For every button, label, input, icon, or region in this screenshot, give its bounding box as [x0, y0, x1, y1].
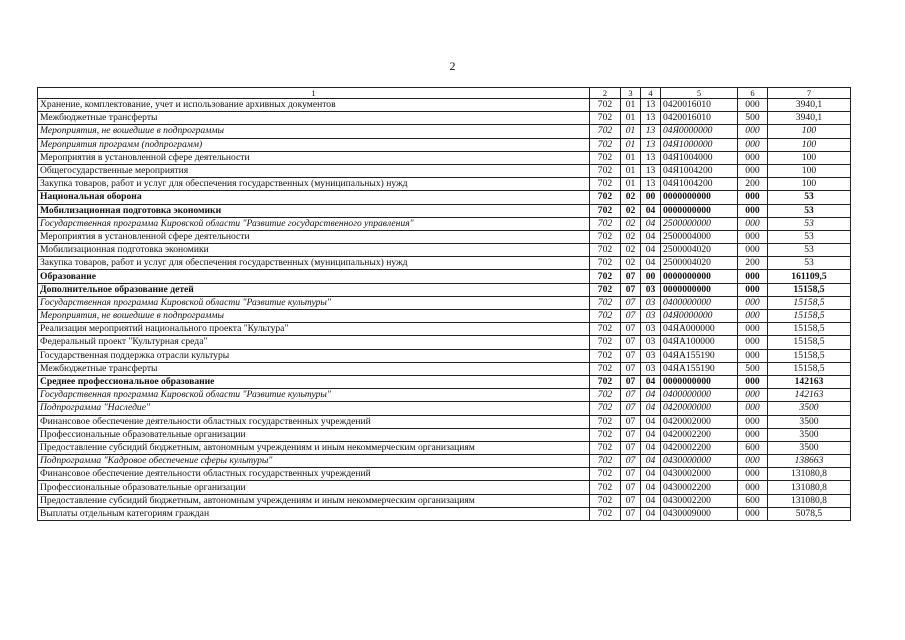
subsection-cell: 00 — [641, 270, 661, 283]
subsection-cell: 04 — [641, 402, 661, 415]
table-row — [38, 441, 851, 454]
section-cell: 01 — [621, 112, 641, 125]
section-cell: 07 — [621, 481, 641, 494]
row-name-cell: Государственная программа Кировской области "Развитие культуры" — [38, 389, 590, 402]
row-name-cell: Межбюджетные трансферты — [38, 112, 590, 125]
subsection-cell: 13 — [641, 164, 661, 177]
row-name-cell: Профессиональные образовательные организации — [38, 481, 590, 494]
ministry-code-cell: 702 — [590, 296, 621, 309]
subsection-cell: 04 — [641, 507, 661, 520]
table-row — [38, 204, 851, 217]
amount-cell: 53 — [768, 257, 851, 270]
section-cell: 07 — [621, 389, 641, 402]
amount-cell: 15158,5 — [768, 323, 851, 336]
table-row — [38, 349, 851, 362]
ministry-code-cell: 702 — [590, 204, 621, 217]
row-name-cell: Профессиональные образовательные организации — [38, 428, 590, 441]
section-cell: 07 — [621, 441, 641, 454]
section-cell: 01 — [621, 138, 641, 151]
amount-cell: 15158,5 — [768, 283, 851, 296]
amount-cell: 100 — [768, 125, 851, 138]
section-cell: 07 — [621, 428, 641, 441]
expense-type-cell: 500 — [738, 362, 768, 375]
subsection-cell: 04 — [641, 257, 661, 270]
row-name-cell: Государственная программа Кировской области "Развитие государственного управления" — [38, 217, 590, 230]
row-name-cell: Предоставление субсидий бюджетным, автономным учреждениям и иным некоммерческим организациям — [38, 441, 590, 454]
table-row — [38, 336, 851, 349]
ministry-code-cell: 702 — [590, 230, 621, 243]
amount-cell: 53 — [768, 230, 851, 243]
expense-type-cell: 000 — [738, 389, 768, 402]
row-name-cell: Образование — [38, 270, 590, 283]
target-article-cell: 0400000000 — [661, 296, 738, 309]
amount-cell: 3500 — [768, 415, 851, 428]
expense-type-cell: 000 — [738, 415, 768, 428]
ministry-code-cell: 702 — [590, 507, 621, 520]
row-name-cell: Мобилизационная подготовка экономики — [38, 244, 590, 257]
target-article-cell: 2500004020 — [661, 257, 738, 270]
row-name-cell: Мобилизационная подготовка экономики — [38, 204, 590, 217]
subsection-cell: 04 — [641, 375, 661, 388]
table-row — [38, 494, 851, 507]
expense-type-cell: 000 — [738, 323, 768, 336]
table-row — [38, 151, 851, 164]
amount-cell: 53 — [768, 244, 851, 257]
row-name-cell: Реализация мероприятий национального проекта "Культура" — [38, 323, 590, 336]
subsection-cell: 03 — [641, 283, 661, 296]
target-article-cell: 0430000000 — [661, 455, 738, 468]
expense-type-cell: 000 — [738, 507, 768, 520]
ministry-code-cell: 702 — [590, 138, 621, 151]
amount-cell: 3940,1 — [768, 99, 851, 112]
expense-type-cell: 000 — [738, 336, 768, 349]
table-row — [38, 375, 851, 388]
ministry-code-cell: 702 — [590, 481, 621, 494]
expense-type-cell: 200 — [738, 257, 768, 270]
subsection-cell: 13 — [641, 138, 661, 151]
ministry-code-cell: 702 — [590, 112, 621, 125]
expense-type-cell: 000 — [738, 138, 768, 151]
section-cell: 07 — [621, 507, 641, 520]
expense-type-cell: 200 — [738, 178, 768, 191]
table-row — [38, 415, 851, 428]
row-name-cell: Подпрограмма "Наследие" — [38, 402, 590, 415]
table-row — [38, 402, 851, 415]
table-row — [38, 455, 851, 468]
amount-cell: 15158,5 — [768, 310, 851, 323]
ministry-code-cell: 702 — [590, 270, 621, 283]
amount-cell: 3500 — [768, 441, 851, 454]
subsection-cell: 04 — [641, 468, 661, 481]
ministry-code-cell: 702 — [590, 323, 621, 336]
column-header: 7 — [768, 88, 851, 99]
subsection-cell: 04 — [641, 217, 661, 230]
ministry-code-cell: 702 — [590, 415, 621, 428]
section-cell: 07 — [621, 362, 641, 375]
subsection-cell: 04 — [641, 494, 661, 507]
row-name-cell: Предоставление субсидий бюджетным, автономным учреждениям и иным некоммерческим организациям — [38, 494, 590, 507]
target-article-cell: 0420002200 — [661, 441, 738, 454]
expense-type-cell: 600 — [738, 441, 768, 454]
target-article-cell: 0400000000 — [661, 389, 738, 402]
expense-type-cell: 500 — [738, 112, 768, 125]
ministry-code-cell: 702 — [590, 125, 621, 138]
row-name-cell: Мероприятия программ (подпрограмм) — [38, 138, 590, 151]
expense-type-cell: 000 — [738, 296, 768, 309]
amount-cell: 100 — [768, 138, 851, 151]
ministry-code-cell: 702 — [590, 402, 621, 415]
target-article-cell: 04Я0000000 — [661, 125, 738, 138]
amount-cell: 100 — [768, 151, 851, 164]
target-article-cell: 0000000000 — [661, 283, 738, 296]
ministry-code-cell: 702 — [590, 455, 621, 468]
target-article-cell: 0420016010 — [661, 112, 738, 125]
row-name-cell: Подпрограмма "Кадровое обеспечение сферы культуры" — [38, 455, 590, 468]
target-article-cell: 2500000000 — [661, 217, 738, 230]
section-cell: 01 — [621, 125, 641, 138]
amount-cell: 15158,5 — [768, 362, 851, 375]
subsection-cell: 03 — [641, 323, 661, 336]
expense-type-cell: 000 — [738, 164, 768, 177]
table-row — [38, 125, 851, 138]
section-cell: 02 — [621, 257, 641, 270]
ministry-code-cell: 702 — [590, 310, 621, 323]
table-row — [38, 323, 851, 336]
table-row — [38, 164, 851, 177]
ministry-code-cell: 702 — [590, 164, 621, 177]
section-cell: 01 — [621, 99, 641, 112]
column-header: 3 — [621, 88, 641, 99]
amount-cell: 131080,8 — [768, 481, 851, 494]
table-row — [38, 99, 851, 112]
amount-cell: 53 — [768, 191, 851, 204]
ministry-code-cell: 702 — [590, 441, 621, 454]
ministry-code-cell: 702 — [590, 362, 621, 375]
table-row — [38, 191, 851, 204]
section-cell: 02 — [621, 191, 641, 204]
table-row — [38, 112, 851, 125]
section-cell: 01 — [621, 151, 641, 164]
subsection-cell: 04 — [641, 441, 661, 454]
section-cell: 07 — [621, 494, 641, 507]
table-row — [38, 283, 851, 296]
target-article-cell: 04ЯА000000 — [661, 323, 738, 336]
column-header: 5 — [661, 88, 738, 99]
target-article-cell: 0430002200 — [661, 481, 738, 494]
ministry-code-cell: 702 — [590, 349, 621, 362]
amount-cell: 161109,5 — [768, 270, 851, 283]
expense-type-cell: 000 — [738, 230, 768, 243]
expense-type-cell: 000 — [738, 151, 768, 164]
section-cell: 02 — [621, 230, 641, 243]
ministry-code-cell: 702 — [590, 375, 621, 388]
table-row — [38, 428, 851, 441]
ministry-code-cell: 702 — [590, 468, 621, 481]
expense-type-cell: 000 — [738, 375, 768, 388]
target-article-cell: 04Я1004200 — [661, 178, 738, 191]
table-row — [38, 468, 851, 481]
expense-type-cell: 000 — [738, 217, 768, 230]
table-row — [38, 296, 851, 309]
ministry-code-cell: 702 — [590, 336, 621, 349]
section-cell: 02 — [621, 217, 641, 230]
expense-type-cell: 000 — [738, 99, 768, 112]
expense-type-cell: 000 — [738, 468, 768, 481]
ministry-code-cell: 702 — [590, 178, 621, 191]
row-name-cell: Мероприятия, не вошедшие в подпрограммы — [38, 310, 590, 323]
target-article-cell: 0430002000 — [661, 468, 738, 481]
amount-cell: 15158,5 — [768, 296, 851, 309]
page-number: 2 — [449, 59, 456, 73]
target-article-cell: 04ЯА155190 — [661, 349, 738, 362]
row-name-cell: Государственная поддержка отрасли культуры — [38, 349, 590, 362]
amount-cell: 131080,8 — [768, 494, 851, 507]
subsection-cell: 13 — [641, 151, 661, 164]
row-name-cell: Закупка товаров, работ и услуг для обеспечения государственных (муниципальных) нужд — [38, 178, 590, 191]
expense-type-cell: 000 — [738, 455, 768, 468]
subsection-cell: 13 — [641, 99, 661, 112]
target-article-cell: 0000000000 — [661, 375, 738, 388]
amount-cell: 53 — [768, 217, 851, 230]
section-cell: 02 — [621, 204, 641, 217]
row-name-cell: Мероприятия в установленной сфере деятельности — [38, 151, 590, 164]
expense-type-cell: 000 — [738, 244, 768, 257]
target-article-cell: 04Я0000000 — [661, 310, 738, 323]
expense-type-cell: 000 — [738, 270, 768, 283]
target-article-cell: 0000000000 — [661, 204, 738, 217]
row-name-cell: Общегосударственные мероприятия — [38, 164, 590, 177]
expense-type-cell: 000 — [738, 310, 768, 323]
target-article-cell: 0420016010 — [661, 99, 738, 112]
table-row — [38, 138, 851, 151]
table-row — [38, 244, 851, 257]
table-row — [38, 481, 851, 494]
subsection-cell: 03 — [641, 296, 661, 309]
column-header: 1 — [38, 88, 590, 99]
row-name-cell: Мероприятия, не вошедшие в подпрограммы — [38, 125, 590, 138]
table-row — [38, 230, 851, 243]
ministry-code-cell: 702 — [590, 257, 621, 270]
subsection-cell: 04 — [641, 389, 661, 402]
subsection-cell: 00 — [641, 191, 661, 204]
expense-type-cell: 000 — [738, 402, 768, 415]
amount-cell: 5078,5 — [768, 507, 851, 520]
section-cell: 07 — [621, 402, 641, 415]
subsection-cell: 03 — [641, 362, 661, 375]
row-name-cell: Межбюджетные трансферты — [38, 362, 590, 375]
subsection-cell: 13 — [641, 125, 661, 138]
amount-cell: 3940,1 — [768, 112, 851, 125]
target-article-cell: 2500004000 — [661, 230, 738, 243]
section-cell: 07 — [621, 415, 641, 428]
amount-cell: 15158,5 — [768, 336, 851, 349]
target-article-cell: 04Я1004000 — [661, 151, 738, 164]
section-cell: 01 — [621, 164, 641, 177]
ministry-code-cell: 702 — [590, 151, 621, 164]
amount-cell: 142163 — [768, 375, 851, 388]
amount-cell: 100 — [768, 164, 851, 177]
table-row — [38, 217, 851, 230]
subsection-cell: 13 — [641, 178, 661, 191]
section-cell: 07 — [621, 323, 641, 336]
amount-cell: 15158,5 — [768, 349, 851, 362]
amount-cell: 3500 — [768, 428, 851, 441]
target-article-cell: 0000000000 — [661, 191, 738, 204]
section-cell: 07 — [621, 270, 641, 283]
row-name-cell: Дополнительное образование детей — [38, 283, 590, 296]
ministry-code-cell: 702 — [590, 389, 621, 402]
expense-type-cell: 000 — [738, 204, 768, 217]
subsection-cell: 13 — [641, 112, 661, 125]
row-name-cell: Среднее профессиональное образование — [38, 375, 590, 388]
section-cell: 07 — [621, 336, 641, 349]
target-article-cell: 04ЯА100000 — [661, 336, 738, 349]
amount-cell: 3500 — [768, 402, 851, 415]
section-cell: 07 — [621, 283, 641, 296]
target-article-cell: 04Я1004200 — [661, 164, 738, 177]
subsection-cell: 04 — [641, 415, 661, 428]
target-article-cell: 2500004020 — [661, 244, 738, 257]
row-name-cell: Государственная программа Кировской области "Развитие культуры" — [38, 296, 590, 309]
section-cell: 01 — [621, 178, 641, 191]
amount-cell: 131080,8 — [768, 468, 851, 481]
target-article-cell: 0000000000 — [661, 270, 738, 283]
row-name-cell: Выплаты отдельным категориям граждан — [38, 507, 590, 520]
row-name-cell: Хранение, комплектование, учет и использование архивных документов — [38, 99, 590, 112]
subsection-cell: 04 — [641, 230, 661, 243]
section-cell: 07 — [621, 468, 641, 481]
subsection-cell: 03 — [641, 310, 661, 323]
ministry-code-cell: 702 — [590, 191, 621, 204]
section-cell: 07 — [621, 455, 641, 468]
target-article-cell: 0420002000 — [661, 415, 738, 428]
target-article-cell: 04Я1000000 — [661, 138, 738, 151]
budget-table — [37, 87, 851, 521]
subsection-cell: 04 — [641, 455, 661, 468]
subsection-cell: 04 — [641, 204, 661, 217]
expense-type-cell: 000 — [738, 349, 768, 362]
target-article-cell: 0420002200 — [661, 428, 738, 441]
target-article-cell: 0420000000 — [661, 402, 738, 415]
column-header: 2 — [590, 88, 621, 99]
section-cell: 07 — [621, 310, 641, 323]
ministry-code-cell: 702 — [590, 494, 621, 507]
subsection-cell: 04 — [641, 244, 661, 257]
ministry-code-cell: 702 — [590, 428, 621, 441]
target-article-cell: 04ЯА155190 — [661, 362, 738, 375]
table-row — [38, 507, 851, 520]
amount-cell: 53 — [768, 204, 851, 217]
subsection-cell: 04 — [641, 481, 661, 494]
ministry-code-cell: 702 — [590, 217, 621, 230]
table-body — [38, 99, 851, 521]
section-cell: 07 — [621, 296, 641, 309]
expense-type-cell: 000 — [738, 428, 768, 441]
expense-type-cell: 600 — [738, 494, 768, 507]
row-name-cell: Финансовое обеспечение деятельности областных государственных учреждений — [38, 415, 590, 428]
expense-type-cell: 000 — [738, 191, 768, 204]
row-name-cell: Федеральный проект "Культурная среда" — [38, 336, 590, 349]
column-number-row — [38, 88, 851, 99]
expense-type-cell: 000 — [738, 283, 768, 296]
table-row — [38, 257, 851, 270]
column-header: 6 — [738, 88, 768, 99]
amount-cell: 142163 — [768, 389, 851, 402]
table-row — [38, 389, 851, 402]
target-article-cell: 0430002200 — [661, 494, 738, 507]
ministry-code-cell: 702 — [590, 283, 621, 296]
table-row — [38, 310, 851, 323]
section-cell: 07 — [621, 375, 641, 388]
expense-type-cell: 000 — [738, 125, 768, 138]
ministry-code-cell: 702 — [590, 99, 621, 112]
amount-cell: 100 — [768, 178, 851, 191]
table-row — [38, 270, 851, 283]
subsection-cell: 03 — [641, 336, 661, 349]
row-name-cell: Финансовое обеспечение деятельности областных государственных учреждений — [38, 468, 590, 481]
row-name-cell: Мероприятия в установленной сфере деятельности — [38, 230, 590, 243]
target-article-cell: 0430009000 — [661, 507, 738, 520]
row-name-cell: Национальная оборона — [38, 191, 590, 204]
row-name-cell: Закупка товаров, работ и услуг для обеспечения государственных (муниципальных) нужд — [38, 257, 590, 270]
ministry-code-cell: 702 — [590, 244, 621, 257]
table-row — [38, 362, 851, 375]
section-cell: 07 — [621, 349, 641, 362]
table-row — [38, 178, 851, 191]
subsection-cell: 04 — [641, 428, 661, 441]
section-cell: 02 — [621, 244, 641, 257]
expense-type-cell: 000 — [738, 481, 768, 494]
subsection-cell: 03 — [641, 349, 661, 362]
column-header: 4 — [641, 88, 661, 99]
amount-cell: 138663 — [768, 455, 851, 468]
